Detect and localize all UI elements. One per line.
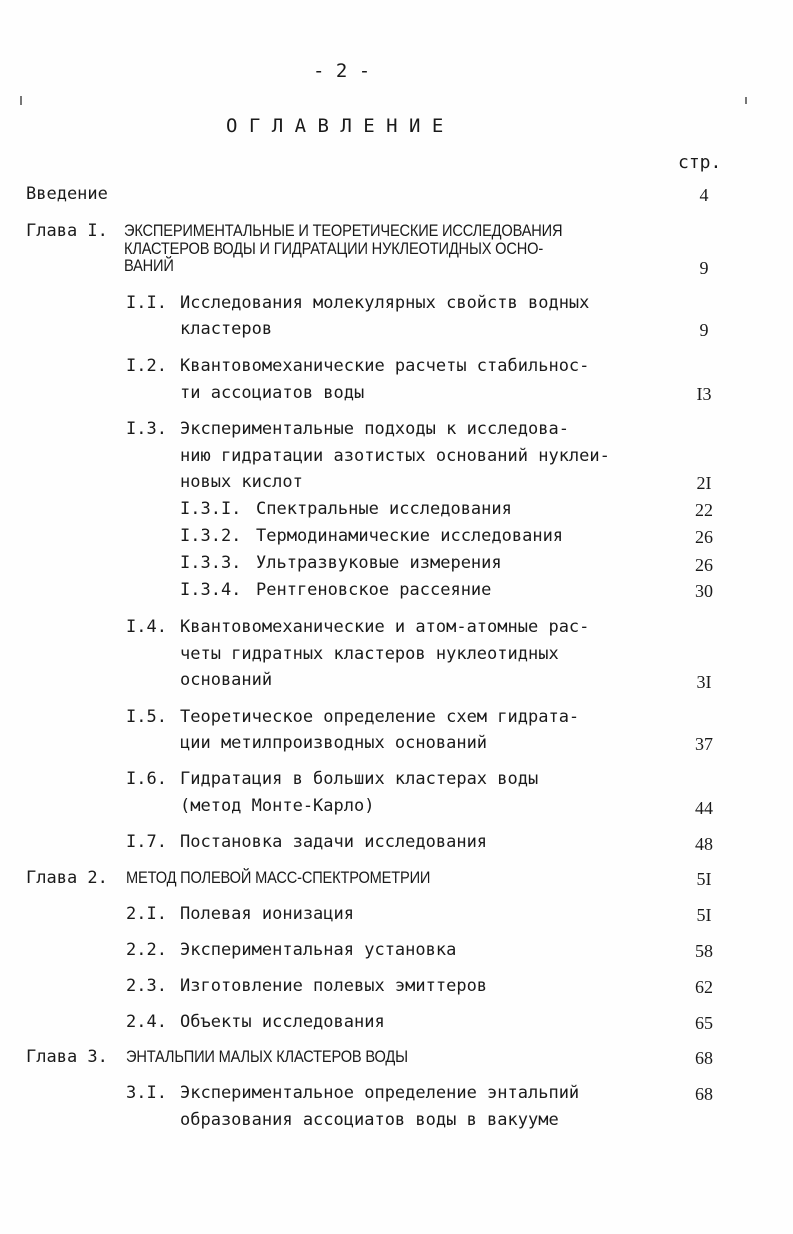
- toc-page: 68: [695, 1048, 713, 1068]
- toc-line: Постановка задачи исследования: [180, 832, 488, 852]
- toc-line: ции метилпроизводных оснований: [180, 733, 488, 753]
- toc-label: Глава 2.: [26, 868, 108, 888]
- toc-label: I.3.3.: [180, 553, 242, 573]
- toc-line: Рентгеновское рассеяние: [256, 580, 492, 600]
- page-column-header: стр.: [678, 152, 722, 173]
- toc-line: Ультразвуковые измерения: [256, 553, 502, 573]
- toc-page: 68: [695, 1084, 713, 1104]
- page-title: О Г Л А В Л Е Н И Е: [226, 115, 444, 137]
- toc-label: 2.I.: [126, 904, 167, 924]
- toc-page: 58: [695, 941, 713, 961]
- toc-label: 2.4.: [126, 1012, 167, 1032]
- toc-line: четы гидратных кластеров нуклеотидных: [180, 644, 559, 664]
- toc-label: 2.3.: [126, 976, 167, 996]
- toc-page: 26: [695, 555, 713, 575]
- toc-page: 9: [699, 258, 709, 278]
- toc-page: 37: [695, 734, 713, 754]
- toc-label: I.6.: [126, 769, 167, 789]
- toc-label: I.3.2.: [180, 526, 242, 546]
- toc-line: Теоретическое определение схем гидрата-: [180, 707, 580, 727]
- page-speck: [20, 96, 22, 105]
- toc-line: КЛАСТЕРОВ ВОДЫ И ГИДРАТАЦИИ НУКЛЕОТИДНЫХ ОСНО-: [124, 239, 544, 258]
- toc-line: Изготовление полевых эмиттеров: [180, 976, 488, 996]
- toc-line: МЕТОД ПОЛЕВОЙ МАСС-СПЕКТРОМЕТРИИ: [126, 868, 431, 887]
- toc-line: новых кислот: [180, 472, 303, 492]
- toc-line: Квантовомеханические расчеты стабильнос-: [180, 356, 590, 376]
- toc-label: I.4.: [126, 617, 167, 637]
- toc-line: Исследования молекулярных свойств водных: [180, 293, 590, 313]
- toc-page: I3: [696, 384, 712, 404]
- toc-label: I.3.I.: [180, 499, 242, 519]
- toc-page: 5I: [696, 869, 712, 889]
- page-number: - 2 -: [313, 60, 371, 82]
- toc-line: Термодинамические исследования: [256, 526, 564, 546]
- toc-page: 65: [695, 1013, 713, 1033]
- toc-label: Глава 3.: [26, 1047, 108, 1067]
- toc-page: 3I: [696, 672, 712, 692]
- toc-page: 48: [695, 834, 713, 854]
- toc-page: 22: [695, 500, 713, 520]
- toc-label: I.3.: [126, 419, 167, 439]
- toc-page: 30: [695, 581, 713, 601]
- toc-page: 2I: [696, 473, 712, 493]
- toc-page: 62: [695, 977, 713, 997]
- toc-line: Объекты исследования: [180, 1012, 385, 1032]
- toc-label: I.3.4.: [180, 580, 242, 600]
- page-speck: [745, 97, 747, 104]
- toc-label: Глава I.: [26, 221, 108, 241]
- toc-line: образования ассоциатов воды в вакууме: [180, 1110, 559, 1130]
- toc-label: I.I.: [126, 293, 167, 313]
- toc-label: I.2.: [126, 356, 167, 376]
- toc-line: нию гидратации азотистых оснований нуклеи-: [180, 446, 610, 466]
- toc-line: оснований: [180, 670, 273, 690]
- toc-line: Гидратация в больших кластерах воды: [180, 769, 539, 789]
- toc-page: 9: [699, 320, 709, 340]
- toc-label: 2.2.: [126, 940, 167, 960]
- toc-line: ЭКСПЕРИМЕНТАЛЬНЫЕ И ТЕОРЕТИЧЕСКИЕ ИССЛЕДОВАНИЯ: [124, 221, 563, 240]
- toc-page: 26: [695, 527, 713, 547]
- toc-line: ЭНТАЛЬПИИ МАЛЫХ КЛАСТЕРОВ ВОДЫ: [126, 1047, 408, 1066]
- toc-line: Спектральные исследования: [256, 499, 512, 519]
- toc-label: 3.I.: [126, 1083, 167, 1103]
- toc-page: 44: [695, 798, 713, 818]
- toc-line: ти ассоциатов воды: [180, 383, 365, 403]
- toc-line: Полевая ионизация: [180, 904, 354, 924]
- toc-line: Экспериментальное определение энтальпий: [180, 1083, 580, 1103]
- toc-label: I.7.: [126, 832, 167, 852]
- toc-page: 4: [699, 185, 709, 205]
- toc-line: Квантовомеханические и атом-атомные рас-: [180, 617, 590, 637]
- toc-label: I.5.: [126, 707, 167, 727]
- toc-line: кластеров: [180, 319, 273, 339]
- toc-line: Экспериментальная установка: [180, 940, 457, 960]
- toc-line: (метод Монте-Карло): [180, 796, 375, 816]
- toc-label: Введение: [26, 184, 108, 204]
- toc-line: ВАНИЙ: [124, 256, 174, 275]
- toc-page: 5I: [696, 905, 712, 925]
- toc-line: Экспериментальные подходы к исследова-: [180, 419, 569, 439]
